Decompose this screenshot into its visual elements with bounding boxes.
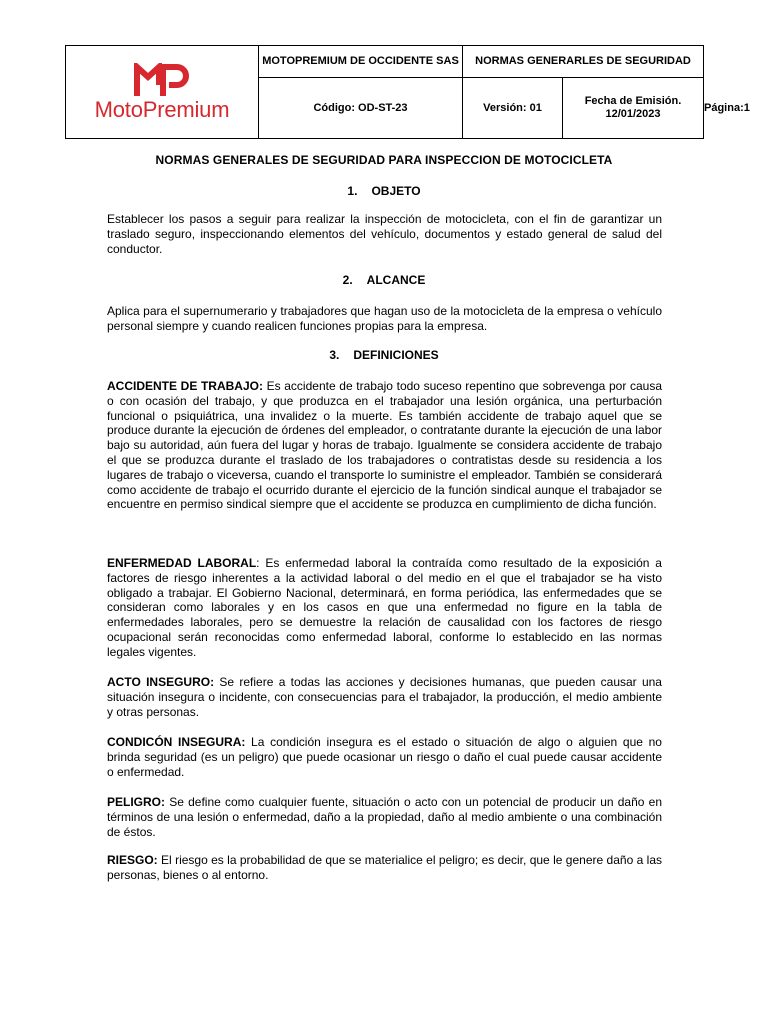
definition-term: CONDICÓN INSEGURA: xyxy=(107,735,246,749)
definition-text: Se define como cualquier fuente, situación o acto con un potencial de producir un daño en términos de una lesión o enfermedad, daño a la propiedad, daño al medio ambiente o una combinación de éstos. xyxy=(107,795,662,839)
definition-acto-inseguro xyxy=(107,675,662,719)
emission-date-cell xyxy=(563,78,704,139)
definition-text: El riesgo es la probabilidad de que se materialice el peligro; es decir, que le genere daño a las personas, bienes o al entorno. xyxy=(107,853,662,882)
section-text-alcance: Aplica para el supernumerario y trabajadores que hagan uso de la motocicleta de la empresa o vehículo personal siempre y cuando realicen funciones propias para la empresa. xyxy=(107,304,662,333)
document-code: Código: OD-ST-23 xyxy=(259,78,463,139)
definition-accidente-trabajo xyxy=(107,379,662,512)
definition-text: : Es enfermedad laboral la contraída como resultado de la exposición a factores de riesgo inherentes a la actividad laboral o del medio en el que el trabajador se ha visto obligado a trabajar. El Gobierno Nacional, determinará, en forma periódica, las enfermedades que se consideran como laborales y en los casos en que una enfermedad no figure en la tabla de enfermedades laborales, pero se demuestre la relación de causalidad con los factores de riesgo ocupacional serán reconocidas como enfermedad laboral, conforme lo establecido en las normas legales vigentes. xyxy=(107,556,662,659)
logo-text: MotoPremium xyxy=(94,96,230,122)
definition-term: ENFERMEDAD LABORAL xyxy=(107,556,257,570)
definition-term: PELIGRO: xyxy=(107,795,166,809)
definition-term: RIESGO: xyxy=(107,853,158,867)
definition-term: ACCIDENTE DE TRABAJO: xyxy=(107,379,263,393)
definition-term: ACTO INSEGURO: xyxy=(107,675,215,689)
company-name: MOTOPREMIUM DE OCCIDENTE SAS xyxy=(259,46,463,78)
definition-enfermedad-laboral xyxy=(107,556,662,660)
document-title: NORMAS GENERALES DE SEGURIDAD PARA INSPECCION DE MOTOCICLETA xyxy=(155,153,613,167)
document-version: Versión: 01 xyxy=(463,78,563,139)
definition-condicion-insegura xyxy=(107,735,662,779)
definition-riesgo xyxy=(107,853,662,883)
definition-text: Es accidente de trabajo todo suceso repentino que sobrevenga por causa o con ocasión del trabajo, y que produzca en el trabajador una lesión orgánica, una perturbación funcional o psiquiátrica, una invalidez o la muerte. Es también accidente de trabajo aquel que se produce durante la ejecución de órdenes del empleador, o contratante durante la ejecución de una labor bajo su autoridad, aún fuera del lugar y horas de trabajo. Igualmente se considera accidente de trabajo el que se produzca durante el traslado de los trabajadores o contratistas desde su residencia a los lugares de trabajo o viceversa, cuando el transporte lo suministre el empleador. También se considerará como accidente de trabajo el ocurrido durante el ejercicio de la función sindical aunque el trabajador se encuentre en permiso sindical siempre que el accidente se produzca en cumplimiento de dicha función. xyxy=(107,379,662,512)
emission-date: 12/01/2023 xyxy=(605,108,661,120)
company-logo xyxy=(66,63,258,122)
document-header: MotoPremium MOTOPREMIUM DE OCCIDENTE SAS NORMAS GENERARLES DE SEGURIDAD Código: OD-ST-23 Versión: 01 Fecha de Emisión. 12/01/2023 Página:1 xyxy=(65,45,704,139)
definition-text: Se refiere a todas las acciones y decisiones humanas, que pueden causar una situación insegura o incidente, con consecuencias para el trabajador, la producción, el medio ambiente y otras personas. xyxy=(107,675,662,719)
logo-cell xyxy=(66,46,259,139)
section-heading-objeto: 1. OBJETO xyxy=(347,184,421,198)
definition-peligro xyxy=(107,795,662,839)
document-name: NORMAS GENERARLES DE SEGURIDAD xyxy=(463,46,704,78)
emission-label: Fecha de Emisión. xyxy=(584,95,682,107)
section-heading-definiciones: 3. DEFINICIONES xyxy=(329,348,439,362)
section-text-objeto: Establecer los pasos a seguir para realizar la inspección de motocicleta, con el fin de garantizar un traslado seguro, inspeccionando elementos del vehículo, documentos y estado general de salud del conductor. xyxy=(107,212,662,256)
definition-text: La condición insegura es el estado o situación de algo o alguien que no brinda seguridad (es un peligro) que puede ocasionar un riesgo o daño el cual puede causar accidente o enfermedad. xyxy=(107,735,662,779)
section-heading-alcance: 2. ALCANCE xyxy=(342,273,426,287)
motopremium-logo-icon xyxy=(133,63,191,97)
